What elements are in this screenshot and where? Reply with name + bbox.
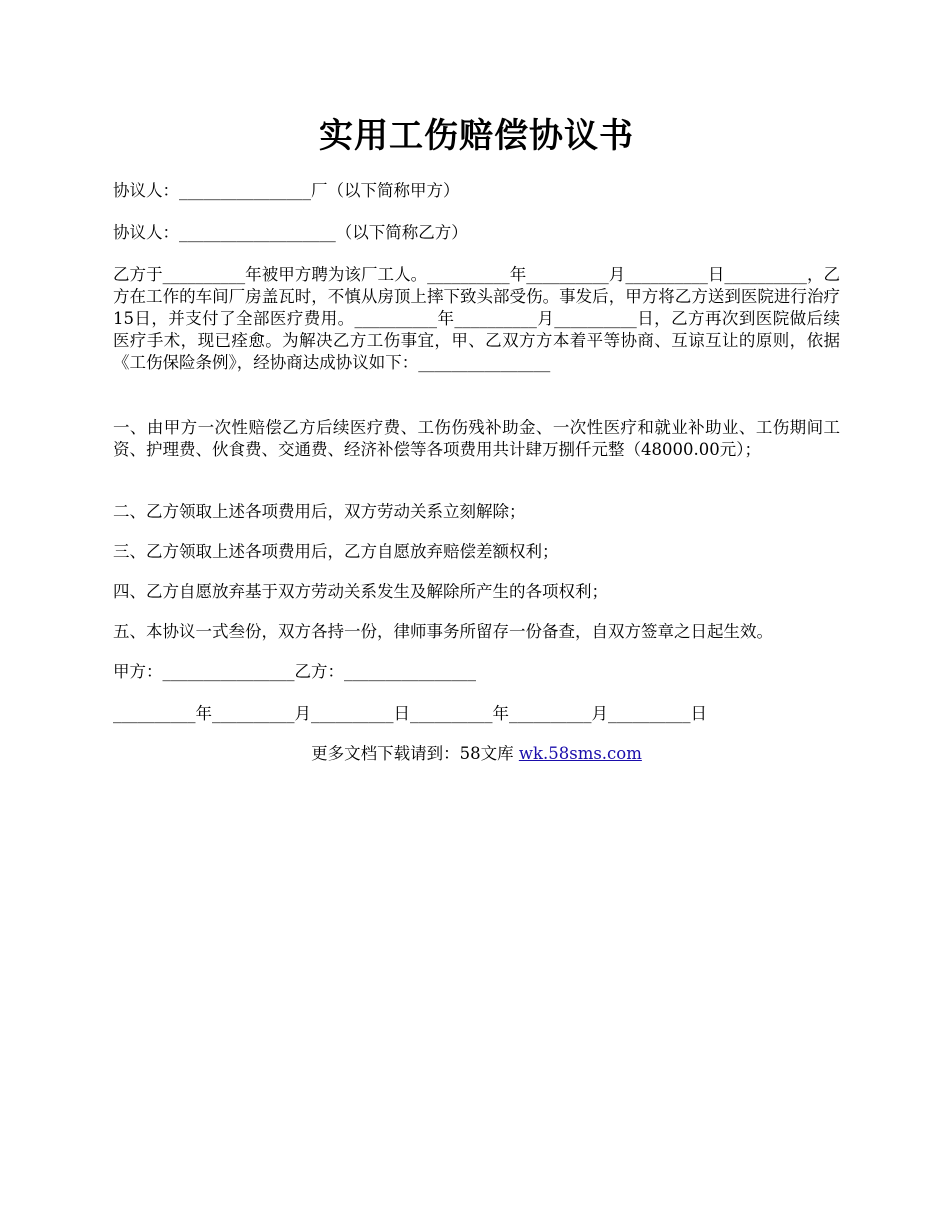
footer-text: 更多文档下载请到：58文库 xyxy=(311,744,519,763)
clause-4: 四、乙方自愿放弃基于双方劳动关系发生及解除所产生的各项权利； xyxy=(113,582,608,601)
clause-5: 五、本协议一式叁份，双方各持一份，律师事务所留存一份备查，自双方签章之日起生效。 xyxy=(113,622,773,641)
footer-link[interactable]: wk.58sms.com xyxy=(518,744,642,763)
clause-2: 二、乙方领取上述各项费用后，双方劳动关系立刻解除； xyxy=(113,502,526,521)
download-footer xyxy=(113,743,840,765)
intro-paragraph: 乙方于__________年被甲方聘为该厂工人。__________年__________月__________日__________，乙方在工作的车间厂房盖瓦时，不慎从房顶上摔下致头部受伤。事发后，甲方将乙方送到医院进行治疗15日，并支付了全部医疗费用。__________年__________月__________日，乙方再次到医院做后续医疗手术，现已痊愈。为解决乙方工伤事宜，甲、乙双方方本着平等协商、互谅互让的原则，依据《工伤保险条例》，经协商达成协议如下：________________ xyxy=(113,265,841,372)
party-b-line: 协议人：___________________（以下简称乙方） xyxy=(113,223,468,242)
document-title: 实用工伤赔偿协议书 xyxy=(319,116,634,156)
signature-line: 甲方：________________乙方：________________ xyxy=(113,662,476,681)
clause-3: 三、乙方领取上述各项费用后，乙方自愿放弃赔偿差额权利； xyxy=(113,542,559,561)
party-a-line: 协议人：________________厂（以下简称甲方） xyxy=(113,181,460,200)
date-line: __________年__________月__________日__________年__________月__________日 xyxy=(113,704,707,723)
clause-1: 一、由甲方一次性赔偿乙方后续医疗费、工伤伤残补助金、一次性医疗和就业补助业、工伤期间工资、护理费、伙食费、交通费、经济补偿等各项费用共计肆万捌仟元整（48000.00元）； xyxy=(113,418,840,459)
